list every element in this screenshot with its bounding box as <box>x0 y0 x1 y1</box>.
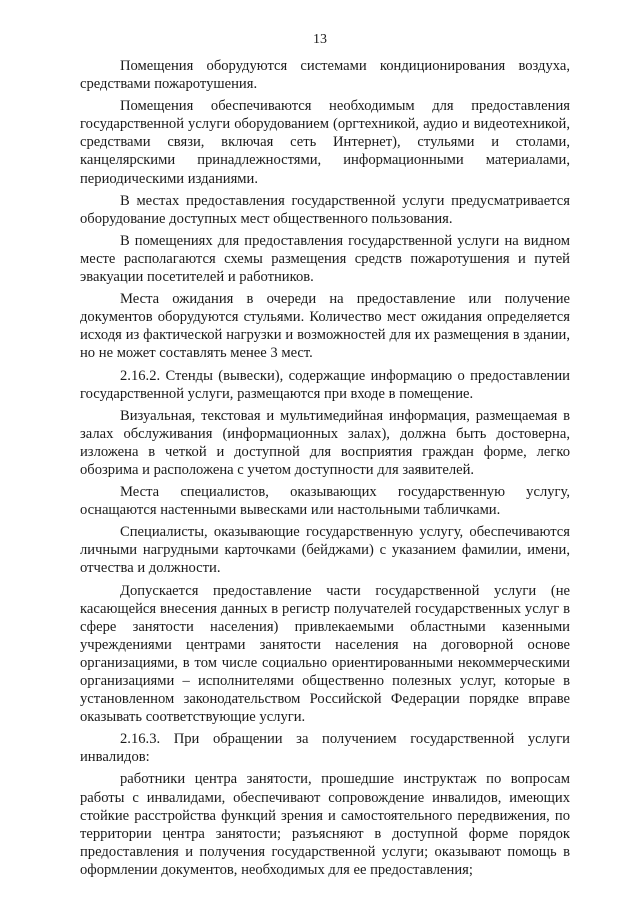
paragraph-waiting-places: Места ожидания в очереди на предоставление или получение документов оборудуются стульями. Количество мест ожидания определяется исходя из фактической нагрузки и возможностей для их размещения в здании, но не может составлять менее 3 мест. <box>80 291 570 362</box>
paragraph-public-places: В местах предоставления государственной услуги предусматривается оборудование доступных мест общественного пользования. <box>80 192 570 227</box>
document-body <box>80 57 570 883</box>
paragraph-2-16-2-stands: 2.16.2. Стенды (вывески), содержащие информацию о предоставлении государственной услуги, размещаются при входе в помещение. <box>80 367 570 402</box>
paragraph-visual-information: Визуальная, текстовая и мультимедийная информация, размещаемая в залах обслуживания (информационных залах), должна быть достоверна, изложена в четкой и доступной для восприятия граждан форме, легко обозрима и расположена с учетом доступности для заявителей. <box>80 407 570 478</box>
paragraph-evacuation-schemes: В помещениях для предоставления государственной услуги на видном месте располагаются схемы размещения средств пожаротушения и путей эвакуации посетителей и работников. <box>80 232 570 286</box>
paragraph-staff-assistance: работники центра занятости, прошедшие инструктаж по вопросам работы с инвалидами, обеспечивают сопровождение инвалидов, имеющих стойкие расстройства функций зрения и самостоятельного передвижения, по территории центра занятости; разъясняют в доступной форме порядок предоставления и получения государственной услуги; оказывают помощь в оформлении документов, необходимых для ее предоставления; <box>80 771 570 878</box>
paragraph-2-16-3-disabled: 2.16.3. При обращении за получением государственной услуги инвалидов: <box>80 731 570 766</box>
paragraph-equipment: Помещения обеспечиваются необходимым для предоставления государственной услуги оборудованием (оргтехникой, аудио и видеотехникой, средствами связи, включая сеть Интернет), стульями и столами, канцелярскими принадлежностями, информационными материалами, периодическими изданиями. <box>80 98 570 187</box>
paragraph-specialist-places: Места специалистов, оказывающих государственную услугу, оснащаются настенными вывесками или настольными табличками. <box>80 484 570 519</box>
paragraph-badges: Специалисты, оказывающие государственную услугу, обеспечиваются личными нагрудными карточками (бейджами) с указанием фамилии, имени, отчества и должности. <box>80 524 570 577</box>
paragraph-partial-service: Допускается предоставление части государственной услуги (не касающейся внесения данных в регистр получателей государственных услуг в сфере занятости населения) привлекаемыми областными казенными учреждениями центрами занятости населения на договорной основе организациями, в том числе социально ориентированными некоммерческими организациями – исполнителями общественно полезных услуг, которые в установленном законодательством Российской Федерации порядке вправе оказывать соответствующие услуги. <box>80 582 570 726</box>
paragraph-air-conditioning: Помещения оборудуются системами кондиционирования воздуха, средствами пожаротушения. <box>80 58 570 93</box>
page-number: 13 <box>313 32 327 47</box>
